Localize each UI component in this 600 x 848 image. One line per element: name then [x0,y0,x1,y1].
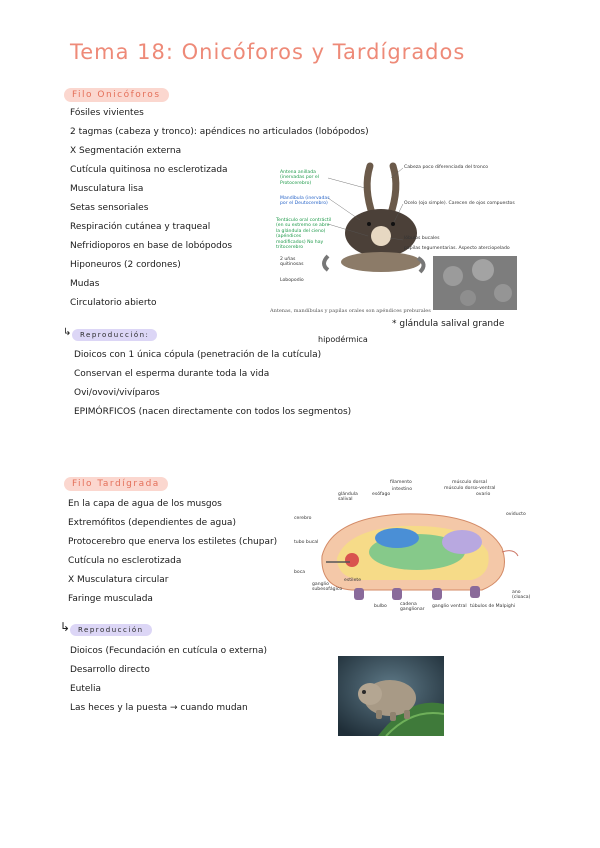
list-item: Faringe musculada [68,594,153,604]
indent-arrow-icon: ↳ [60,620,71,634]
repro-phrase: cuando mudan [180,703,248,713]
list-item: Dioicos con 1 única cópula (penetración de la cutícula) [74,350,322,360]
diagram-label: oviducto [506,512,526,517]
tardigrade-photo-image [338,656,444,736]
fig-label: Cabeza poco diferenciada del tronco [404,165,489,170]
arrow-right-icon: → [169,703,178,713]
section-heading-repro-tardigrada: Reproducción [70,624,152,636]
repro-insert-word: hipodérmica [318,335,368,344]
list-item: Eutelia [70,684,101,694]
onychophora-figure [268,158,528,314]
list-item: Nefridioporos en base de lobópodos [70,241,233,251]
fig-label: Tentáculo oral contráctil (en su extremo se abre la glándula del cieno) (apéndices modificados) No hay tritocerebro [276,218,332,251]
diagram-label: intestino [392,487,413,492]
list-item: Mudas [70,279,100,289]
list-item: X Segmentación externa [70,146,182,156]
list-item: Respiración cutánea y traqueal [70,222,211,232]
diagram-label: músculo dorsal [452,480,487,485]
diagram-label: esófago [372,492,391,497]
diagram-label: ano (cloaca) [512,590,531,601]
section-heading-tardigrada: Filo Tardígrada [64,477,168,491]
tardigrade-diagram [292,478,540,614]
diagram-label: ganglio ventral [432,604,467,609]
list-item: Setas sensoriales [70,203,149,213]
diagram-label: bulbo [374,604,387,609]
diagram-label: filamento [390,480,412,485]
list-item: Dioicos (Fecundación en cutícula o externa) [70,646,268,656]
diagram-label: tubo bucal [294,540,319,545]
diagram-label: ganglio subesofágico [312,582,343,593]
diagram-label: glándula salival [338,492,358,503]
list-item: Fósiles vivientes [70,108,144,118]
list-item: Cutícula quitinosa no esclerotizada [70,165,228,175]
list-item: Circulatorio abierto [70,298,157,308]
figure-caption: Antenas, mandíbulas y papilas orales son apéndices preburales [270,308,431,314]
fig-label: papilas tegumentarias. Aspecto aterciopelado [404,246,510,251]
list-item [70,702,248,714]
page-title: Tema 18: Onicóforos y Tardígrados [70,40,466,64]
fig-label: Lobopodio [280,278,304,283]
list-item: Conservan el esperma durante toda la vida [74,369,270,379]
list-item: X Musculatura circular [68,575,169,585]
list-item: EPIMÓRFICOS (nacen directamente con todos los segmentos) [74,407,352,417]
list-item: Hiponeuros (2 cordones) [70,260,181,270]
diagram-label: boca [294,570,306,575]
list-item: Ovi/ovovi/vivíparos [74,388,160,398]
fig-label: 2 uñas quitinosas [280,257,304,268]
fig-label: Mandíbula (inervadas por el Deutocerebro) [280,196,330,207]
tardigrade-photo [338,656,444,736]
fig-label: lóbulos bucales [404,236,440,241]
note-glandula: * glándula salival grande [392,319,505,329]
list-item: 2 tagmas (cabeza y tronco): apéndices no articulados (lobópodos) [70,127,369,137]
diagram-label: músculo dorso-ventral [444,486,496,491]
tardigrade-anatomy-illustration [292,478,540,614]
list-item: Desarrollo directo [70,665,150,675]
section-heading-repro-onychophora: Reproducción: [72,329,157,341]
diagram-label: ovario [476,492,491,497]
list-item: Extremófitos (dependientes de agua) [68,518,236,528]
diagram-label: cadena ganglionar [400,602,425,613]
list-item: Protocerebro que enerva los estiletes (chupar) [68,537,278,547]
section-heading-onychophora: Filo Onicóforos [64,88,169,102]
diagram-label: cerebro [294,516,312,521]
diagram-label: estilete [344,578,362,583]
repro-phrase: Las heces y la puesta [70,703,168,713]
diagram-label: túbulos de Malpighi [470,604,516,609]
fig-label: Ocelo (ojo simple). Carecen de ojos compuestos [404,201,515,206]
indent-arrow-icon: ↳ [63,327,72,338]
list-item: Musculatura lisa [70,184,144,194]
fig-label: Antena anillada (inervadas por el Protocerebro) [280,170,319,186]
list-item: Cutícula no esclerotizada [68,556,182,566]
list-item: En la capa de agua de los musgos [68,499,222,509]
